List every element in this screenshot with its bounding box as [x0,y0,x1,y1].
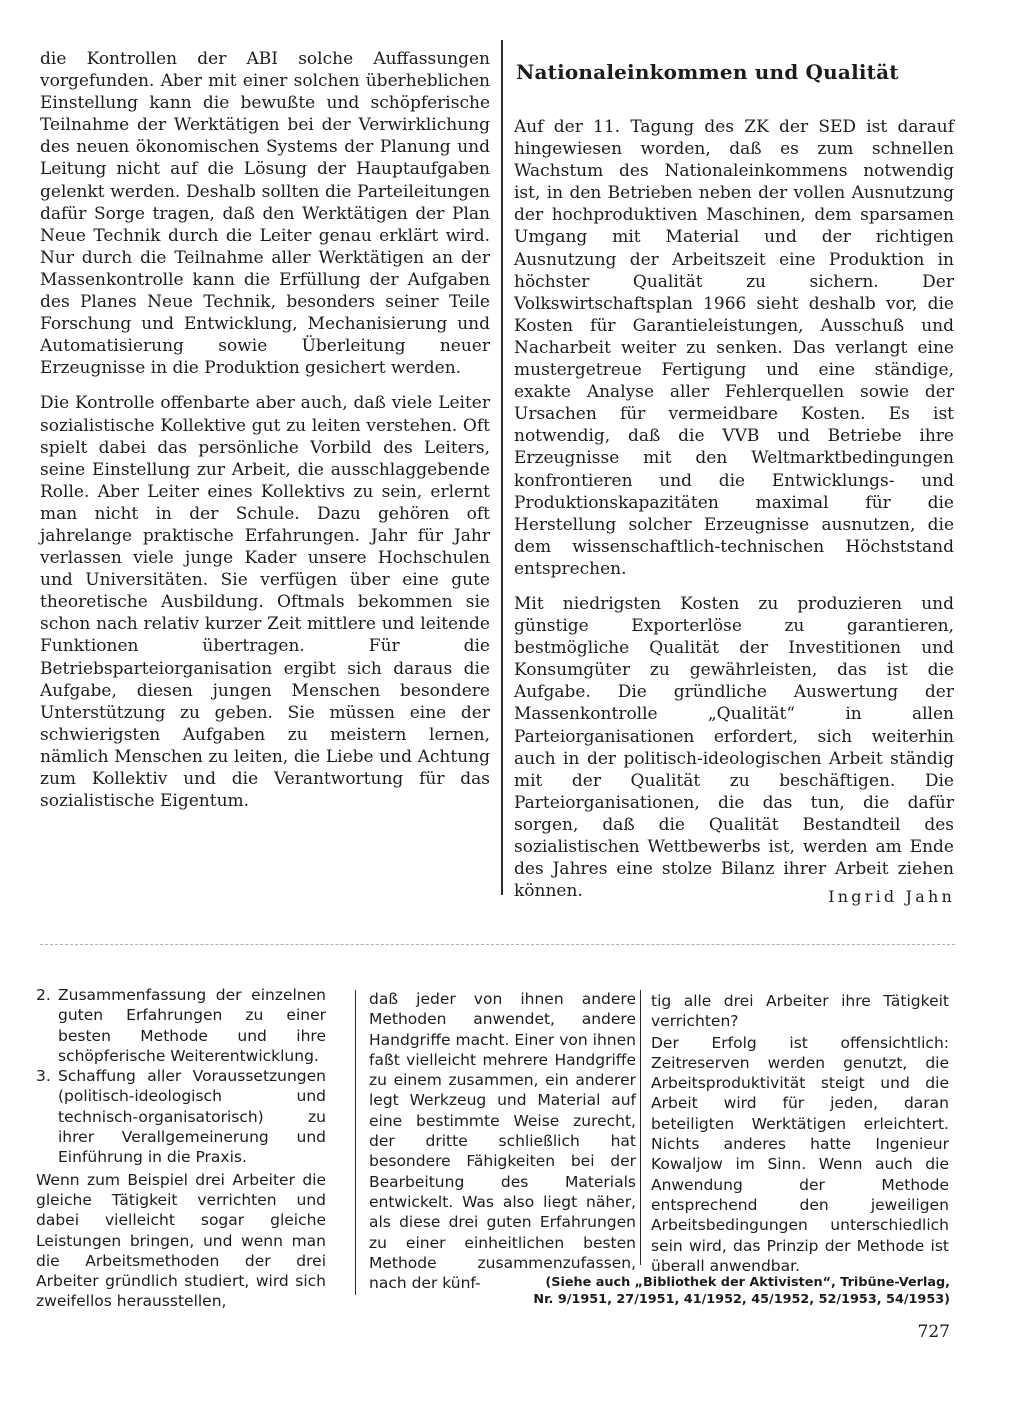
author-signature: Ingrid Jahn [828,887,955,906]
citation-line: (Siehe auch „Bibliothek der Aktivisten“, Tribüne-Verlag, [545,1275,950,1290]
lower-left-column [36,985,326,1312]
lower-right-column [651,991,949,1276]
upper-left-column [40,48,490,825]
page-number: 727 [917,1322,950,1342]
list-item [36,1066,326,1167]
column-divider [640,990,641,1265]
list-item-text: Schaffung aller Voraussetzungen (politisch-ideologisch und technisch-organisatorisch) zu ihrer Verallgemeinerung und Einführung in die Praxis. [58,1067,326,1167]
paragraph-success: Der Erfolg ist offensichtlich: Zeitreserven werden genutzt, die Arbeitsproduktivität steigt und die Arbeit wird für jeden, daran beteiligten Werktätigen erleichtert. Nichts anderes hatte Ingenieur Kowaljow im Sinn. Wenn auch die Anwendung der Methode entsprechend den jeweiligen Arbeitsbedingungen unterschiedlich sein wird, das Prinzip der Methode ist überall anwendbar. [651,1033,949,1275]
column-divider [501,40,503,895]
numbered-list [36,985,326,1168]
lower-middle-column [369,989,636,1293]
paragraph-control-leaders: Die Kontrolle offenbarte aber auch, daß viele Leiter sozialistische Kollektive gut zu leiten verstehen. Oft spielt dabei das persönliche Vorbild des Leiters, seine Einstellung zur Arbeit, die ausschlaggebende Rolle. Aber Leiter eines Kollektivs zu sein, erlernt man nicht in der Schule. Dazu gehören oft jahrelange praktische Erfahrungen. Jahr für Jahr verlassen viele junge Kader unsere Hochschulen und Universitäten. Sie verfügen über eine gute theoretische Ausbildung. Oftmals bekommen sie schon nach relativ kurzer Zeit mittlere und leitende Funktionen übertragen. Für die Betriebsparteiorganisation ergibt sich daraus die Aufgabe, diesen jungen Menschen besondere Unterstützung zu geben. Sie müssen eine der schwierigsten Aufgaben zu meistern lernen, nämlich Menschen zu leiten, die Liebe und Achtung zum Kollektiv und die Verantwortung für das sozialistische Eigentum. [40,393,490,812]
paragraph-lowest-costs: Mit niedrigsten Kosten zu produzieren und günstige Exporterlöse zu garantieren, bestmögliche Qualität der Investitionen und Konsumgüter zu gewährleisten, das ist die Aufgabe. Die gründliche Auswertung der Massenkontrolle „Qualität“ in allen Parteiorganisationen erfordert, sich weiterhin auch in der politisch-ideologischen Arbeit ständig mit der Qualität zu beschäftigen. Die Parteiorganisationen, die das tun, die dafür sorgen, daß die Qualität Bestandteil des sozialistischen Wettbewerbs ist, werden am Ende des Jahres eine stolze Bilanz ihrer Arbeit ziehen können. [514,593,954,902]
column-divider [355,990,356,1295]
list-item-number: 2. [36,986,51,1004]
paragraph-11th-session: Auf der 11. Tagung des ZK der SED ist darauf hingewiesen worden, daß es zum schnellen Wachstum des Nationaleinkommens notwendig ist, in den Betrieben neben der vollen Ausnutzung der hochproduktiven Maschinen, dem sparsamen Umgang mit Material und der richtigen Ausnutzung der Arbeitszeit eine Produktion in höchster Qualität zu sichern. Der Volkswirtschaftsplan 1966 sieht deshalb vor, die Kosten für Garantieleistungen, Ausschuß und Nacharbeit weiter zu senken. Das verlangt eine mustergetreue Fertigung und eine ständige, exakte Analyse aller Fehlerquellen sowie der Ursachen für vermeidbare Kosten. Es ist notwendig, daß die VVB und Betriebe ihre Erzeugnisse mit den Weltmarktbedingungen konfrontieren und die Entwicklungs- und Produktionskapazitäten maximal für die Herstellung solcher Erzeugnisse ausnutzen, die dem wissenschaftlich-technischen Höchststand entsprechen. [514,117,954,579]
citation-line: Nr. 9/1951, 27/1951, 41/1952, 45/1952, 52/1953, 54/1953) [533,1292,950,1307]
section-separator [40,944,955,945]
section-title: Nationaleinkommen und Qualität [516,60,899,84]
paragraph-three-workers: Wenn zum Beispiel drei Arbeiter die gleiche Tätigkeit verrichten und dabei vielleicht sogar gleiche Leistungen bringen, und wenn man die Arbeitsmethoden der drei Arbeiter gründlich studiert, wird sich zweifellos herausstellen, [36,1170,326,1311]
list-item-text: Zusammenfassung der einzelnen guten Erfahrungen zu einer besten Methode und ihre schöpferische Weiterentwicklung. [58,986,326,1065]
citation [530,1274,950,1308]
paragraph-continuation: tig alle drei Arbeiter ihre Tätigkeit verrichten? [651,992,949,1031]
upper-right-column [514,116,954,915]
paragraph-abi-control: die Kontrollen der ABI solche Auffassungen vorgefunden. Aber mit einer solchen überheblichen Einstellung kann die bewußte und schöpferische Teilnahme der Werktätigen bei der Verwirklichung des neuen ökonomischen Systems der Planung und Leitung nicht auf die Lösung der Hauptaufgaben gelenkt werden. Deshalb sollten die Parteileitungen dafür Sorge tragen, daß den Werktätigen der Plan Neue Technik durch die Leiter genau erklärt wird. Nur durch die Teilnahme aller Werktätigen an der Massenkontrolle kann die Erfüllung der Aufgaben des Planes Neue Technik, besonders seiner Teile Forschung und Entwicklung, Mechanisierung und Automatisierung sowie Überleitung neuer Erzeugnisse in die Produktion gesichert werden. [40,49,490,379]
list-item-number: 3. [36,1067,51,1086]
list-item [36,985,326,1066]
paragraph-different-methods: daß jeder von ihnen andere Methoden anwendet, andere Handgriffe macht. Einer von ihnen faßt vielleicht mehrere Handgriffe zu einem zusammen, ein anderer legt Werkzeug und Material auf eine bestimmte Weise zurecht, der dritte schließlich hat besondere Fähigkeiten bei der Bearbeitung des Materials entwickelt. Was also liegt näher, als diese drei guten Erfahrungen zu einer einheitlichen besten Methode zusammenzufassen, nach der künf- [369,990,636,1293]
